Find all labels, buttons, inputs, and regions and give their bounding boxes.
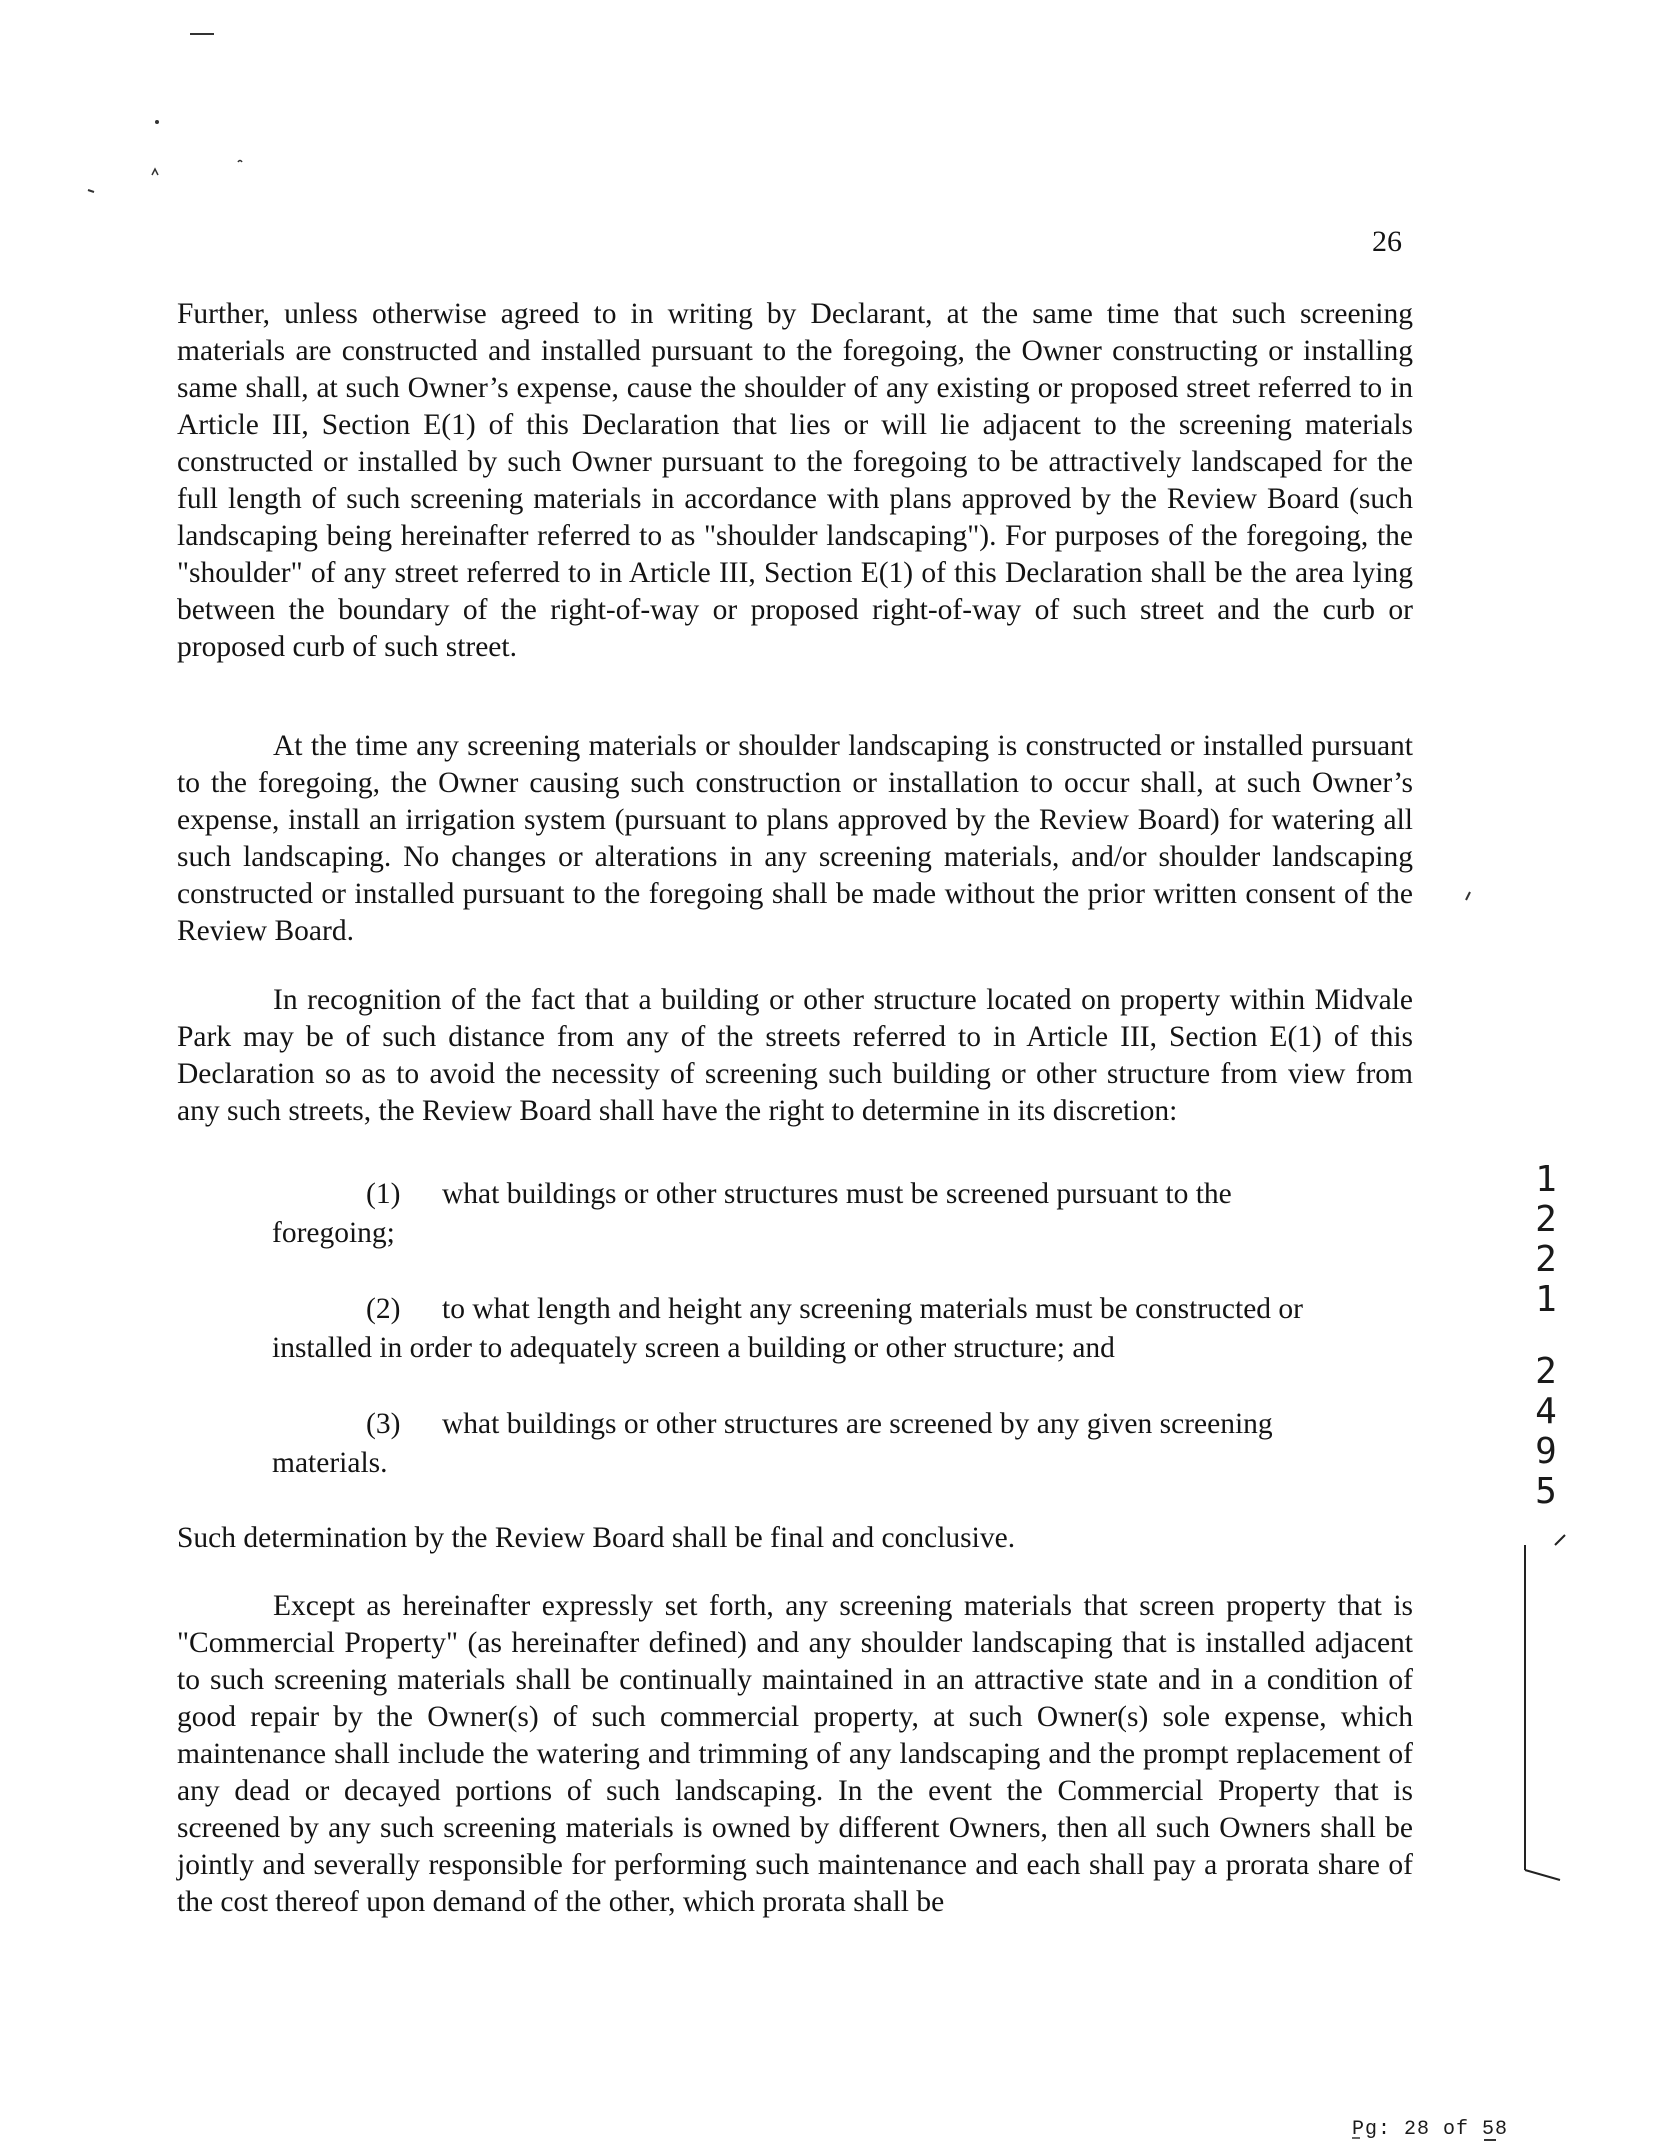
- list-number: (1): [366, 1178, 401, 1210]
- list-number: (2): [366, 1293, 401, 1325]
- side-stamp-top-digits: 1 2 2 1: [1535, 1159, 1557, 1320]
- side-stamp-top: [1526, 1160, 1566, 1320]
- conclusion-line: Such determination by the Review Board shall be final and conclusive.: [177, 1522, 1016, 1554]
- paragraph-review-board-discretion: In recognition of the fact that a building or other structure located on property within Midvale Park may be of such distance from any of the streets referred to in Article III, Section E(1) of this Declaration so as to avoid the necessity of screening such building or other structure from view from any such streets, the Review Board shall have the right to determine in its discretion:: [177, 984, 1413, 1127]
- side-stamp-bottom-digits: 2 4 9 5: [1535, 1351, 1557, 1512]
- paragraph-maintenance: Except as hereinafter expressly set forth, any screening materials that screen property that is "Commercial Property" (as hereinafter defined) and any shoulder landscaping that is installed adjacent to such screening materials shall be continually maintained in an attractive state and in a condition of good repair by the Owner(s) of such commercial property, at such Owner(s) sole expense, which maintenance shall include the watering and trimming of any landscaping and the prompt replacement of any dead or decayed portions of such landscaping. In the event the Commercial Property that is screened by any such screening materials is owned by different Owners, then all such Owners shall be jointly and severally responsible for performing such maintenance and each shall pay a prorata share of the cost thereof upon demand of the other, which prorata shall be: [177, 1590, 1413, 1918]
- paragraph-irrigation: At the time any screening materials or shoulder landscaping is constructed or installed pursuant to the foregoing, the Owner causing such construction or installation to occur shall, at such Owner’s expense, install an irrigation system (pursuant to plans approved by the Review Board) for watering all such landscaping. No changes or alterations in any screening materials, and/or shoulder landscaping constructed or installed pursuant to the foregoing shall be made without the prior written consent of the Review Board.: [177, 730, 1413, 947]
- side-stamp-bottom: [1526, 1352, 1566, 1512]
- list-text: to what length and height any screening materials must be constructed or installed in order to adequately screen a building or other structure; and: [272, 1293, 1303, 1364]
- list-text: what buildings or other structures must be screened pursuant to the foregoing;: [272, 1178, 1232, 1249]
- list-item-3: [272, 1405, 1332, 1483]
- list-text: what buildings or other structures are screened by any given screening materials.: [272, 1408, 1273, 1479]
- list-number: (3): [366, 1408, 401, 1440]
- paragraph-shoulder-landscaping: Further, unless otherwise agreed to in writing by Declarant, at the same time that such screening materials are constructed and installed pursuant to the foregoing, the Owner constructing or installing same shall, at such Owner’s expense, cause the shoulder of any existing or proposed street referred to in Article III, Section E(1) of this Declaration that lies or will lie adjacent to the screening materials constructed or installed by such Owner pursuant to the foregoing to be attractively landscaped for the full length of such screening materials in accordance with plans approved by the Review Board (such landscaping being hereinafter referred to as "shoulder landscaping"). For purposes of the foregoing, the "shoulder" of any street referred to in Article III, Section E(1) of this Declaration shall be the area lying between the boundary of the right-of-way or proposed right-of-way of such street and the curb or proposed curb of such street.: [177, 298, 1413, 663]
- page-footer: Pg: 28 of 58: [1352, 2118, 1509, 2141]
- page-number: 26: [1372, 225, 1402, 258]
- list-item-2: [272, 1290, 1332, 1368]
- list-item-1: [272, 1175, 1332, 1253]
